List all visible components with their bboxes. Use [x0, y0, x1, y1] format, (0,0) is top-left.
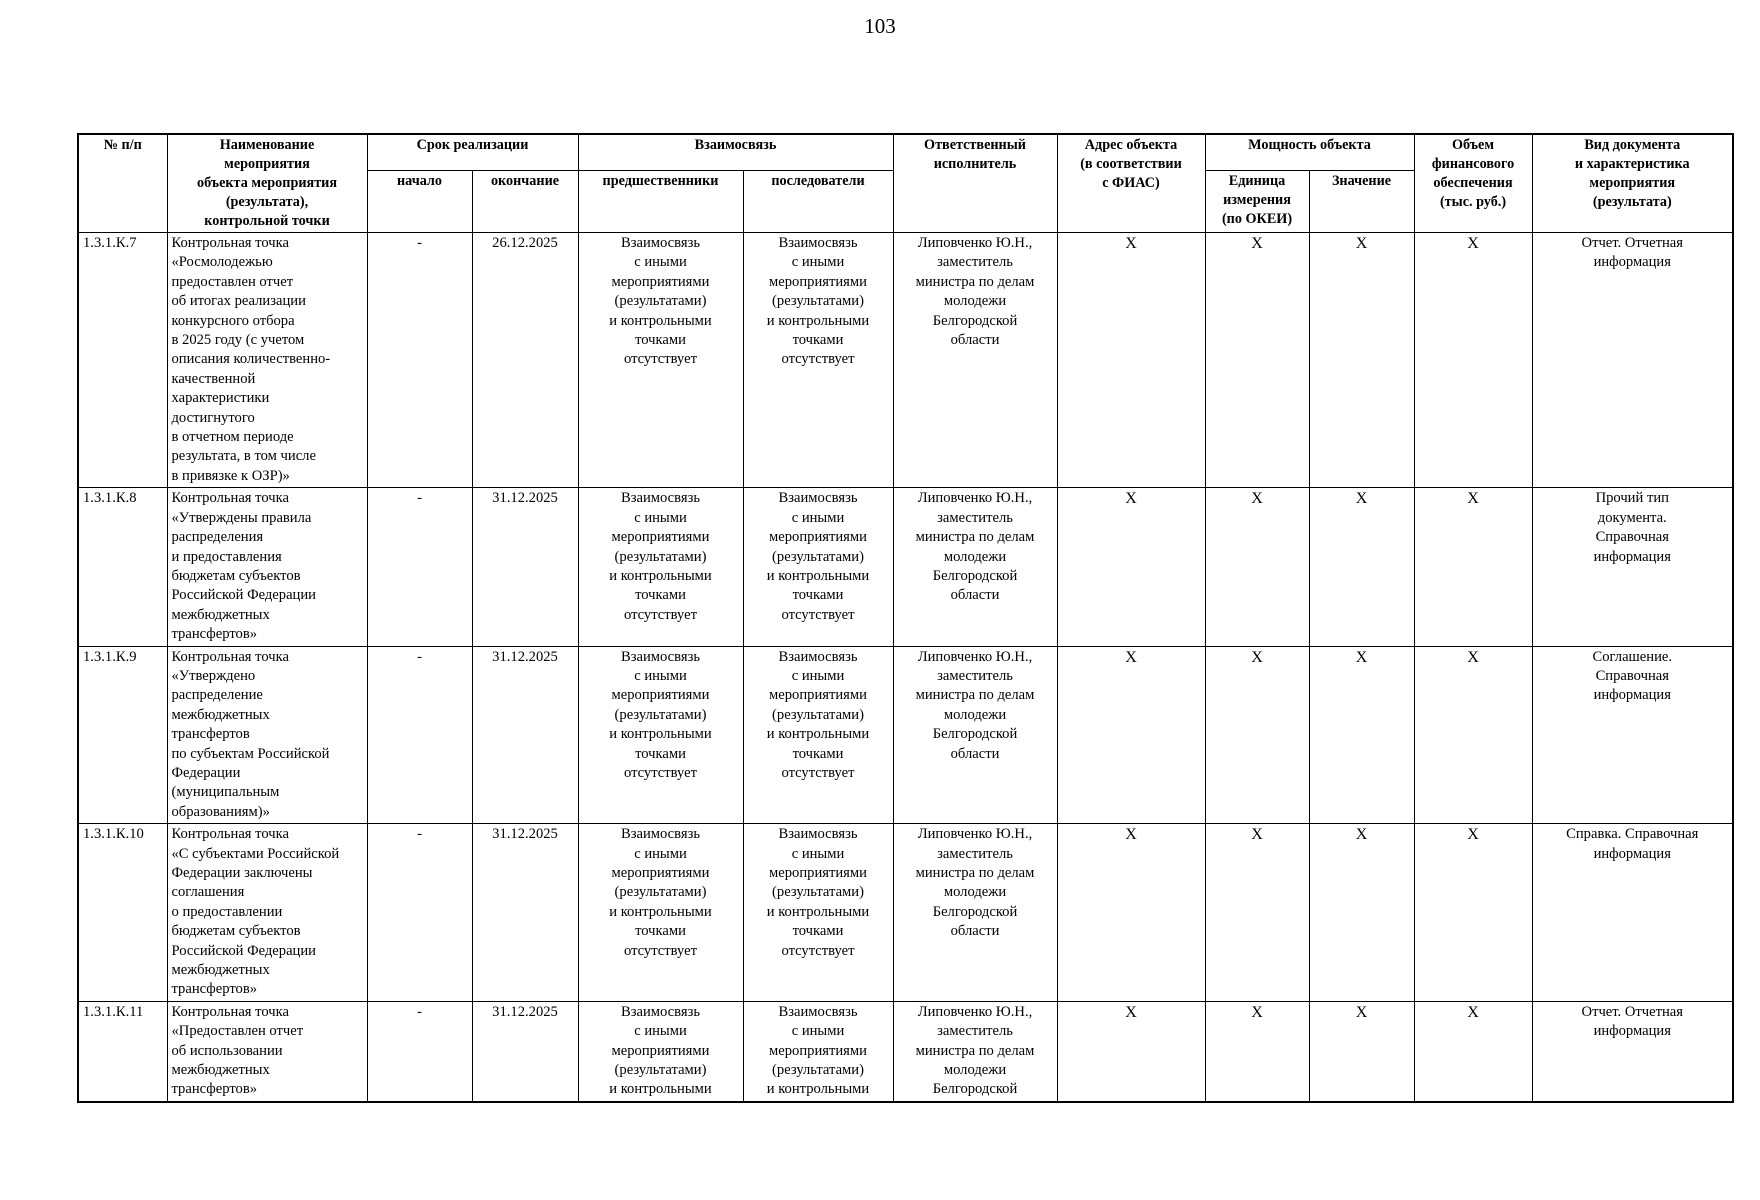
- row-end: 31.12.2025: [472, 1001, 578, 1102]
- header-link: Взаимосвязь: [578, 134, 893, 170]
- row-end: 26.12.2025: [472, 233, 578, 488]
- row-num: 1.3.1.К.8: [78, 488, 167, 646]
- row-name: Контрольная точка «Росмолодежью предоставлен отчет об итогах реализации конкурсного отбора в 2025 году (с учетом описания количественно- качественной характеристики достигнутого в отчетном периоде результата, в том числе в привязке к ОЗР)»: [167, 233, 367, 488]
- row-doc: Прочий тип документа. Справочная информация: [1532, 488, 1733, 646]
- row-successors: Взаимосвязь с иными мероприятиями (результатами) и контрольными: [743, 1001, 893, 1102]
- row-predecessors: Взаимосвязь с иными мероприятиями (результатами) и контрольными точками отсутствует: [578, 824, 743, 1002]
- row-capacity-value: X: [1309, 824, 1414, 1002]
- row-responsible: Липовченко Ю.Н., заместитель министра по делам молодежи Белгородской области: [893, 233, 1057, 488]
- row-capacity-value: X: [1309, 646, 1414, 824]
- table-row: [78, 646, 1733, 824]
- row-name: Контрольная точка «Утверждены правила распределения и предоставления бюджетам субъектов Российской Федерации межбюджетных трансфертов»: [167, 488, 367, 646]
- header-capacity-unit: Единица измерения (по ОКЕИ): [1205, 170, 1309, 232]
- row-num: 1.3.1.К.7: [78, 233, 167, 488]
- header-link-next: последователи: [743, 170, 893, 232]
- table-row: [78, 233, 1733, 488]
- row-capacity-value: X: [1309, 488, 1414, 646]
- row-capacity-value: X: [1309, 233, 1414, 488]
- row-responsible: Липовченко Ю.Н., заместитель министра по делам молодежи Белгородской области: [893, 646, 1057, 824]
- row-address: X: [1057, 233, 1205, 488]
- row-successors: Взаимосвязь с иными мероприятиями (результатами) и контрольными точками отсутствует: [743, 233, 893, 488]
- table-row: [78, 1001, 1733, 1102]
- row-predecessors: Взаимосвязь с иными мероприятиями (результатами) и контрольными точками отсутствует: [578, 233, 743, 488]
- header-doc: Вид документа и характеристика мероприятия (результата): [1532, 134, 1733, 233]
- row-name: Контрольная точка «Предоставлен отчет об использовании межбюджетных трансфертов»: [167, 1001, 367, 1102]
- row-start: -: [367, 824, 472, 1002]
- header-link-prev: предшественники: [578, 170, 743, 232]
- row-start: -: [367, 646, 472, 824]
- row-address: X: [1057, 824, 1205, 1002]
- header-finance: Объем финансового обеспечения (тыс. руб.): [1414, 134, 1532, 233]
- row-predecessors: Взаимосвязь с иными мероприятиями (результатами) и контрольными: [578, 1001, 743, 1102]
- header-num: № п/п: [78, 134, 167, 233]
- row-doc: Отчет. Отчетная информация: [1532, 1001, 1733, 1102]
- row-responsible: Липовченко Ю.Н., заместитель министра по делам молодежи Белгородской области: [893, 488, 1057, 646]
- row-finance: X: [1414, 488, 1532, 646]
- row-capacity-unit: X: [1205, 1001, 1309, 1102]
- row-finance: X: [1414, 646, 1532, 824]
- row-start: -: [367, 233, 472, 488]
- row-finance: X: [1414, 233, 1532, 488]
- row-predecessors: Взаимосвязь с иными мероприятиями (результатами) и контрольными точками отсутствует: [578, 488, 743, 646]
- row-doc: Справка. Справочная информация: [1532, 824, 1733, 1002]
- row-end: 31.12.2025: [472, 488, 578, 646]
- table-row: [78, 488, 1733, 646]
- page-number: 103: [864, 14, 896, 38]
- row-address: X: [1057, 488, 1205, 646]
- row-end: 31.12.2025: [472, 824, 578, 1002]
- row-start: -: [367, 488, 472, 646]
- row-successors: Взаимосвязь с иными мероприятиями (результатами) и контрольными точками отсутствует: [743, 488, 893, 646]
- row-capacity-unit: X: [1205, 646, 1309, 824]
- header-address: Адрес объекта (в соответствии с ФИАС): [1057, 134, 1205, 233]
- header-period-end: окончание: [472, 170, 578, 232]
- row-end: 31.12.2025: [472, 646, 578, 824]
- row-num: 1.3.1.К.10: [78, 824, 167, 1002]
- row-capacity-unit: X: [1205, 488, 1309, 646]
- row-doc: Отчет. Отчетная информация: [1532, 233, 1733, 488]
- table-row: [78, 824, 1733, 1002]
- header-name: Наименование мероприятия объекта мероприятия (результата), контрольной точки: [167, 134, 367, 233]
- row-finance: X: [1414, 1001, 1532, 1102]
- header-capacity-value: Значение: [1309, 170, 1414, 232]
- row-responsible: Липовченко Ю.Н., заместитель министра по делам молодежи Белгородской: [893, 1001, 1057, 1102]
- row-start: -: [367, 1001, 472, 1102]
- row-capacity-unit: X: [1205, 233, 1309, 488]
- row-name: Контрольная точка «Утверждено распределение межбюджетных трансфертов по субъектам Российской Федерации (муниципальным образованиям)»: [167, 646, 367, 824]
- row-num: 1.3.1.К.9: [78, 646, 167, 824]
- row-predecessors: Взаимосвязь с иными мероприятиями (результатами) и контрольными точками отсутствует: [578, 646, 743, 824]
- row-num: 1.3.1.К.11: [78, 1001, 167, 1102]
- header-period: Срок реализации: [367, 134, 578, 170]
- row-name: Контрольная точка «С субъектами Российской Федерации заключены соглашения о предоставлении бюджетам субъектов Российской Федерации межбюджетных трансфертов»: [167, 824, 367, 1002]
- row-responsible: Липовченко Ю.Н., заместитель министра по делам молодежи Белгородской области: [893, 824, 1057, 1002]
- row-finance: X: [1414, 824, 1532, 1002]
- table-body: [78, 233, 1733, 1102]
- header-period-start: начало: [367, 170, 472, 232]
- control-points-table: [77, 133, 1734, 1103]
- table-header: [78, 134, 1733, 233]
- row-successors: Взаимосвязь с иными мероприятиями (результатами) и контрольными точками отсутствует: [743, 824, 893, 1002]
- header-capacity: Мощность объекта: [1205, 134, 1414, 170]
- row-doc: Соглашение. Справочная информация: [1532, 646, 1733, 824]
- row-capacity-value: X: [1309, 1001, 1414, 1102]
- row-address: X: [1057, 646, 1205, 824]
- row-successors: Взаимосвязь с иными мероприятиями (результатами) и контрольными точками отсутствует: [743, 646, 893, 824]
- header-responsible: Ответственный исполнитель: [893, 134, 1057, 233]
- row-capacity-unit: X: [1205, 824, 1309, 1002]
- row-address: X: [1057, 1001, 1205, 1102]
